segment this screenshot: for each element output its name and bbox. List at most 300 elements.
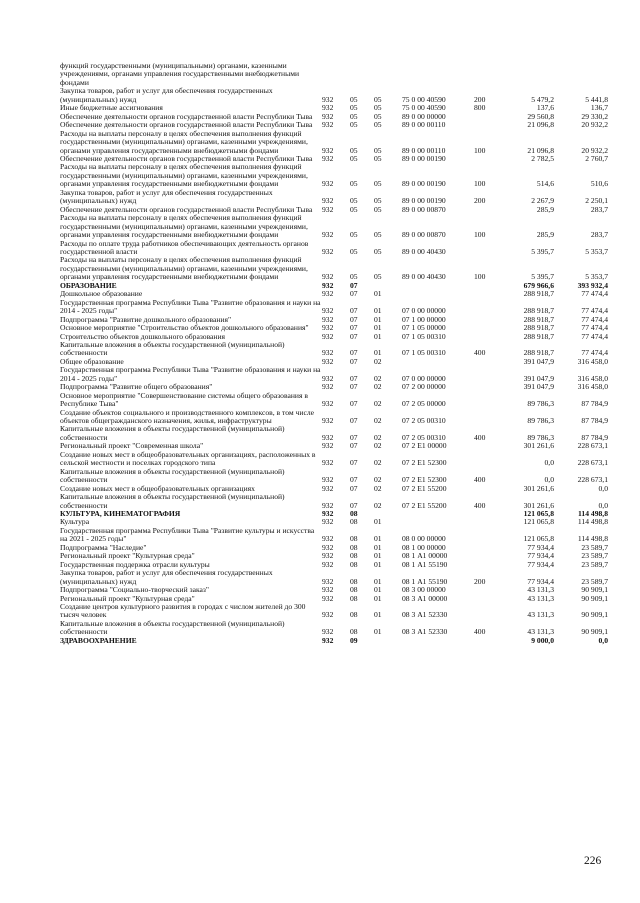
row-name-cell: Расходы по оплате труда работников обеспечивающих деятельность органов государственной власти (60, 238, 309, 256)
row-csr-cell: 07 2 05 00310 (402, 432, 446, 442)
row-sum-1-cell: 288 918,7 (523, 289, 554, 299)
row-podrazdel-cell: 05 (374, 230, 382, 240)
row-glv-cell: 932 (322, 483, 334, 493)
row-podrazdel-cell: 01 (374, 331, 382, 341)
table-row (60, 341, 608, 358)
table-row (60, 366, 608, 383)
row-vr-cell (474, 586, 502, 594)
row-sum-2-cell: 228 673,1 (577, 475, 608, 485)
row-glv-cell: 932 (322, 551, 334, 561)
row-sum-2-cell: 5 441,8 (585, 94, 608, 104)
row-csr-cell: 89 0 00 00190 (402, 196, 446, 206)
row-razdel-cell: 05 (350, 145, 358, 155)
row-name-cell: Капитальные вложения в объекты государственной (муниципальной) собственности (60, 492, 285, 510)
row-csr-cell: 08 3 А1 52330 (402, 610, 448, 620)
row-sum-2-cell: 0,0 (598, 500, 608, 510)
row-razdel-cell: 07 (350, 500, 358, 510)
row-sum-1-cell: 514,6 (536, 179, 554, 189)
row-podrazdel-cell: 01 (374, 542, 382, 552)
row-razdel-cell: 07 (350, 483, 358, 493)
row-csr-cell: 89 0 00 00190 (402, 153, 446, 163)
row-sum-2-cell: 29 330,2 (581, 111, 608, 121)
row-glv-cell: 932 (322, 204, 334, 214)
row-razdel-cell: 07 (350, 289, 358, 299)
row-sum-1-cell: 77 934,4 (527, 576, 554, 586)
row-name-cell: Обеспечение деятельности органов государственной власти Республики Тыва (60, 204, 313, 214)
budget-table (60, 62, 608, 645)
row-podrazdel-cell: 01 (374, 323, 382, 333)
row-podrazdel-cell: 05 (374, 153, 382, 163)
table-row (60, 603, 608, 620)
row-glv-cell: 932 (322, 559, 334, 569)
row-razdel-cell: 08 (350, 627, 358, 637)
row-podrazdel-cell: 02 (374, 441, 382, 451)
row-razdel-cell: 05 (350, 230, 358, 240)
row-podrazdel-cell: 01 (374, 517, 382, 527)
row-sum-2-cell: 0,0 (598, 483, 608, 493)
row-name-cell: Обеспечение деятельности органов государственной власти Республики Тыва (60, 111, 313, 121)
row-podrazdel-cell: 05 (374, 272, 382, 282)
row-glv-cell: 932 (322, 517, 334, 527)
row-sum-1-cell: 77 934,4 (527, 542, 554, 552)
row-podrazdel-cell: 05 (374, 103, 382, 113)
row-sum-2-cell: 87 784,9 (581, 416, 608, 426)
row-razdel-cell: 05 (350, 246, 358, 256)
row-glv-cell: 932 (322, 610, 334, 620)
table-row (60, 240, 608, 257)
row-csr-cell: 07 2 Е1 52300 (402, 475, 447, 485)
row-sum-1-cell: 301 261,6 (523, 441, 554, 451)
row-sum-2-cell: 20 932,2 (581, 120, 608, 130)
row-sum-1-cell: 43 131,3 (527, 627, 554, 637)
row-glv-cell: 932 (322, 441, 334, 451)
table-row (60, 637, 608, 645)
row-csr-cell: 89 0 00 00870 (402, 204, 446, 214)
row-vr-cell: 100 (474, 272, 486, 282)
row-name-cell: Расходы на выплаты персоналу в целях обеспечения выполнения функций государственными (муниципальными) органами, казенными учреждениями, органами управления государственными внебюджетными фондами (60, 128, 308, 155)
row-podrazdel-cell: 05 (374, 111, 382, 121)
row-glv-cell: 932 (322, 542, 334, 552)
row-csr-cell: 08 3 А1 00000 (402, 593, 448, 603)
row-sum-2-cell: 136,7 (590, 103, 608, 113)
row-razdel-cell (350, 62, 374, 87)
row-podrazdel-cell: 05 (374, 204, 382, 214)
row-vr-cell (474, 383, 502, 391)
row-vr-cell (474, 527, 502, 544)
row-sum-1-cell: 285,9 (536, 204, 554, 214)
row-name-cell: Закупка товаров, работ и услуг для обеспечения государственных (муниципальных) нужд (60, 568, 273, 586)
row-csr-cell: 07 1 05 00000 (402, 323, 446, 333)
row-podrazdel-cell: 01 (374, 610, 382, 620)
row-razdel-cell: 08 (350, 576, 358, 586)
row-glv-cell: 932 (322, 356, 334, 366)
row-razdel-cell: 05 (350, 272, 358, 282)
row-name-cell: Государственная программа Республики Тыва "Развитие культуры и искусства на 2021 - 2025 годы" (60, 525, 315, 544)
row-csr-cell (402, 62, 474, 87)
row-vr-cell (474, 62, 502, 87)
row-glv-cell: 932 (322, 111, 334, 121)
row-sum-1-cell: 89 786,3 (527, 432, 554, 442)
row-vr-cell: 200 (474, 196, 486, 206)
row-glv-cell: 932 (322, 306, 334, 316)
row-name-cell: Основное мероприятие "Совершенствование системы общего образования в Республике Тыва" (60, 390, 308, 409)
row-vr-cell: 400 (474, 627, 486, 637)
row-sum-1-cell: 0,0 (544, 458, 554, 468)
row-podrazdel-cell: 02 (374, 399, 382, 409)
row-vr-cell (474, 485, 502, 493)
row-csr-cell: 08 1 00 00000 (402, 542, 446, 552)
row-name-cell: Подпрограмма "Социально-творческий заказ" (60, 585, 209, 595)
row-podrazdel-cell: 01 (374, 551, 382, 561)
row-sum-2-cell: 90 909,1 (581, 610, 608, 620)
row-glv-cell: 932 (322, 179, 334, 189)
row-sum-1-cell: 5 479,2 (531, 94, 554, 104)
row-razdel-cell: 05 (350, 111, 358, 121)
row-razdel-cell: 07 (350, 416, 358, 426)
row-sum-2-cell: 0,0 (598, 635, 608, 645)
table-row (60, 392, 608, 409)
row-glv-cell: 932 (322, 416, 334, 426)
row-glv-cell (322, 62, 350, 87)
row-glv-cell: 932 (322, 627, 334, 637)
table-row (60, 256, 608, 281)
row-vr-cell (474, 324, 502, 332)
table-row (60, 409, 608, 426)
row-podrazdel-cell: 02 (374, 416, 382, 426)
row-sum-1-cell: 0,0 (544, 475, 554, 485)
row-razdel-cell: 07 (350, 373, 358, 383)
table-row (60, 62, 608, 87)
row-podrazdel-cell: 01 (374, 306, 382, 316)
row-sum-1-cell: 679 966,6 (523, 280, 554, 290)
row-sum-2-cell: 23 589,7 (581, 559, 608, 569)
row-csr-cell: 08 3 А1 52330 (402, 627, 448, 637)
row-glv-cell: 932 (322, 153, 334, 163)
row-csr-cell: 07 2 Е1 55200 (402, 500, 447, 510)
row-vr-cell: 100 (474, 179, 486, 189)
row-vr-cell: 400 (474, 500, 486, 510)
row-glv-cell: 932 (322, 432, 334, 442)
row-sum-1-cell: 288 918,7 (523, 323, 554, 333)
row-csr-cell: 89 0 00 00190 (402, 179, 446, 189)
row-glv-cell: 932 (322, 500, 334, 510)
row-name-cell: Культура (60, 517, 90, 527)
row-glv-cell: 932 (322, 585, 334, 595)
row-razdel-cell: 05 (350, 103, 358, 113)
row-name-cell: Государственная программа Республики Тыва "Развитие образования и науки на 2014 - 2025 годы" (60, 365, 321, 383)
row-vr-cell (474, 552, 502, 560)
row-glv-cell: 932 (322, 382, 334, 392)
table-row (60, 189, 608, 206)
row-glv-cell: 932 (322, 196, 334, 206)
row-glv-cell: 932 (322, 280, 334, 290)
row-glv-cell: 932 (322, 272, 334, 282)
row-name-cell: Основное мероприятие "Строительство объектов дошкольного образования" (60, 323, 309, 333)
row-glv-cell: 932 (322, 120, 334, 130)
row-csr-cell: 75 0 00 40590 (402, 94, 446, 104)
row-sum-1-cell: 5 395,7 (531, 272, 554, 282)
row-podrazdel-cell: 02 (374, 475, 382, 485)
row-csr-cell: 07 2 Е1 00000 (402, 441, 447, 451)
row-name-cell: Расходы на выплаты персоналу в целях обеспечения выполнения функций государственными (муниципальными) органами, казенными учреждениями, органами управления государственными внебюджетными фондами (60, 162, 308, 189)
row-name-cell: Общее образование (60, 356, 124, 366)
row-name-cell: Дошкольное образование (60, 289, 143, 299)
row-csr-cell: 08 3 00 00000 (402, 585, 446, 595)
row-csr-cell (402, 637, 474, 645)
row-sum-2-cell: 87 784,9 (581, 399, 608, 409)
row-razdel-cell: 07 (350, 399, 358, 409)
row-vr-cell (474, 392, 502, 409)
row-sum-2-cell: 5 353,7 (585, 246, 608, 256)
row-sum-2-cell: 77 474,4 (581, 348, 608, 358)
row-glv-cell: 932 (322, 94, 334, 104)
row-glv-cell: 932 (322, 246, 334, 256)
row-sum-1-cell: 288 918,7 (523, 331, 554, 341)
row-csr-cell: 08 1 А1 55190 (402, 576, 448, 586)
row-podrazdel-cell: 05 (374, 94, 382, 104)
row-podrazdel-cell: 02 (374, 483, 382, 493)
row-sum-2-cell: 316 458,0 (577, 382, 608, 392)
row-sum-2-cell: 87 784,9 (581, 432, 608, 442)
row-vr-cell (474, 358, 502, 366)
row-razdel-cell: 08 (350, 534, 358, 544)
row-sum-1-cell: 391 047,9 (523, 356, 554, 366)
row-sum-1-cell: 391 047,9 (523, 382, 554, 392)
row-name-cell: Обеспечение деятельности органов государственной власти Республики Тыва (60, 120, 313, 130)
row-razdel-cell: 07 (350, 475, 358, 485)
row-razdel-cell: 08 (350, 551, 358, 561)
row-podrazdel-cell: 02 (374, 382, 382, 392)
row-sum-1-cell: 121 065,8 (523, 509, 554, 519)
row-sum-1-cell: 5 395,7 (531, 246, 554, 256)
row-vr-cell (474, 544, 502, 552)
row-csr-cell: 89 0 00 00870 (402, 230, 446, 240)
row-razdel-cell: 08 (350, 585, 358, 595)
row-glv-cell: 932 (322, 289, 334, 299)
row-sum-2-cell: 90 909,1 (581, 585, 608, 595)
row-sum-1-cell: 288 918,7 (523, 314, 554, 324)
row-vr-cell (474, 561, 502, 569)
row-glv-cell: 932 (322, 509, 334, 519)
row-csr-cell: 08 1 А1 55190 (402, 559, 448, 569)
row-sum-1-cell: 89 786,3 (527, 399, 554, 409)
row-glv-cell: 932 (322, 331, 334, 341)
row-name-cell: Подпрограмма "Наследие" (60, 542, 147, 552)
row-name-cell: Государственная программа Республики Тыва "Развитие образования и науки на 2014 - 2025 годы" (60, 297, 321, 316)
row-name-cell: Региональный проект "Культурная среда" (60, 551, 195, 561)
row-name-cell: Региональный проект "Современная школа" (60, 441, 204, 451)
row-csr-cell: 08 1 А1 00000 (402, 551, 448, 561)
row-name-cell: Региональный проект "Культурная среда" (60, 593, 195, 603)
row-sum-1-cell: 288 918,7 (523, 348, 554, 358)
row-sum-2-cell: 2 760,7 (585, 153, 608, 163)
row-podrazdel-cell: 01 (374, 593, 382, 603)
table-row (60, 87, 608, 104)
row-csr-cell: 07 2 05 00000 (402, 399, 446, 409)
row-name-cell: Строительство объектов дошкольного образования (60, 331, 226, 341)
row-sum-2-cell: 228 673,1 (577, 441, 608, 451)
row-sum-2-cell (554, 62, 608, 87)
row-name-cell: Расходы на выплаты персоналу в целях обеспечения выполнения функций государственными (муниципальными) органами, казенными учреждениями, органами управления государственными внебюджетными фондами (60, 255, 308, 282)
row-vr-cell (474, 206, 502, 214)
row-sum-2-cell: 2 250,1 (585, 196, 608, 206)
row-sum-1-cell: 43 131,3 (527, 585, 554, 595)
row-sum-1-cell: 43 131,3 (527, 593, 554, 603)
row-name-cell: Создание центров культурного развития в городах с числом жителей до 300 тысяч человек (60, 602, 306, 620)
row-name-cell: Создание объектов социального и производственного комплексов, в том числе объектов общегражданского назначения, жилья, инфраструктуры (60, 407, 314, 426)
row-podrazdel-cell: 01 (374, 576, 382, 586)
row-podrazdel-cell (374, 62, 402, 87)
row-name-cell: Закупка товаров, работ и услуг для обеспечения государственных (муниципальных) нужд (60, 187, 273, 206)
table-row (60, 569, 608, 586)
row-glv-cell: 932 (322, 103, 334, 113)
row-glv-cell: 932 (322, 348, 334, 358)
row-podrazdel-cell: 01 (374, 534, 382, 544)
row-name-cell: Государственная поддержка отрасли культуры (60, 559, 210, 569)
row-razdel-cell: 07 (350, 348, 358, 358)
row-razdel-cell: 07 (350, 314, 358, 324)
table-row (60, 163, 608, 188)
row-sum-1-cell: 285,9 (536, 230, 554, 240)
row-podrazdel-cell: 01 (374, 585, 382, 595)
row-sum-1-cell: 2 267,9 (531, 196, 554, 206)
row-sum-1-cell (502, 62, 554, 87)
table-row (60, 214, 608, 239)
row-name-cell: Создание новых мест в общеобразовательных организациях (60, 483, 255, 493)
row-glv-cell: 932 (322, 458, 334, 468)
row-vr-cell: 400 (474, 432, 486, 442)
row-csr-cell: 07 2 05 00310 (402, 416, 446, 426)
row-glv-cell: 932 (322, 373, 334, 383)
row-vr-cell (474, 366, 502, 383)
row-name-cell: Создание новых мест в общеобразовательных организациях, расположенных в сельской местности и поселках городского типа (60, 449, 316, 468)
row-vr-cell: 800 (474, 103, 486, 113)
row-vr-cell: 400 (474, 475, 486, 485)
row-csr-cell (402, 358, 474, 366)
row-name-cell: Капитальные вложения в объекты государственной (муниципальной) собственности (60, 339, 285, 358)
row-razdel-cell: 05 (350, 153, 358, 163)
row-podrazdel-cell: 01 (374, 289, 382, 299)
row-podrazdel-cell: 05 (374, 120, 382, 130)
row-vr-cell (474, 442, 502, 450)
row-razdel-cell: 08 (350, 610, 358, 620)
row-csr-cell: 07 2 00 00000 (402, 382, 446, 392)
row-razdel-cell: 07 (350, 432, 358, 442)
row-razdel-cell: 08 (350, 593, 358, 603)
row-sum-2-cell: 393 932,4 (577, 280, 608, 290)
table-row (60, 493, 608, 510)
row-razdel-cell: 08 (350, 509, 358, 519)
row-sum-1-cell: 121 065,8 (523, 517, 554, 527)
row-podrazdel-cell: 01 (374, 627, 382, 637)
row-csr-cell: 89 0 00 00000 (402, 111, 446, 121)
row-podrazdel-cell: 05 (374, 246, 382, 256)
row-razdel-cell: 09 (350, 635, 358, 645)
row-razdel-cell: 05 (350, 204, 358, 214)
row-sum-1-cell: 77 934,4 (527, 551, 554, 561)
row-podrazdel-cell: 02 (374, 432, 382, 442)
row-name-cell: функций государственными (муниципальными) органами, казенными учреждениями, органами управления государственными внебюджетными фондами (60, 61, 300, 87)
row-csr-cell: 07 1 05 00310 (402, 331, 446, 341)
row-podrazdel-cell: 05 (374, 145, 382, 155)
row-razdel-cell: 07 (350, 280, 358, 290)
row-glv-cell: 932 (322, 475, 334, 485)
row-sum-2-cell: 77 474,4 (581, 289, 608, 299)
row-podrazdel-cell (374, 637, 402, 645)
row-sum-1-cell: 2 782,5 (531, 153, 554, 163)
row-podrazdel-cell: 01 (374, 559, 382, 569)
row-sum-2-cell: 23 589,7 (581, 551, 608, 561)
row-sum-1-cell: 77 934,4 (527, 559, 554, 569)
row-razdel-cell: 08 (350, 517, 358, 527)
row-vr-cell (474, 121, 502, 129)
row-sum-2-cell: 90 909,1 (581, 627, 608, 637)
row-csr-cell: 07 1 05 00310 (402, 348, 446, 358)
row-glv-cell: 932 (322, 593, 334, 603)
row-glv-cell: 932 (322, 314, 334, 324)
row-podrazdel-cell: 01 (374, 348, 382, 358)
table-row (60, 425, 608, 442)
row-razdel-cell: 05 (350, 179, 358, 189)
row-glv-cell: 932 (322, 399, 334, 409)
table-row (60, 527, 608, 544)
row-vr-cell (474, 113, 502, 121)
row-sum-1-cell: 89 786,3 (527, 416, 554, 426)
row-razdel-cell: 05 (350, 120, 358, 130)
row-name-cell: КУЛЬТУРА, КИНЕМАТОГРАФИЯ (60, 509, 181, 519)
row-sum-1-cell: 21 096,8 (527, 145, 554, 155)
table-row (60, 299, 608, 316)
row-sum-2-cell: 283,7 (590, 204, 608, 214)
row-sum-2-cell: 77 474,4 (581, 323, 608, 333)
row-csr-cell: 07 2 Е1 52300 (402, 458, 447, 468)
table-row (60, 130, 608, 155)
row-sum-2-cell: 77 474,4 (581, 331, 608, 341)
row-csr-cell (402, 518, 474, 526)
row-vr-cell: 400 (474, 348, 486, 358)
row-glv-cell: 932 (322, 145, 334, 155)
row-sum-2-cell: 114 498,8 (578, 509, 608, 519)
row-name-cell: Обеспечение деятельности органов государственной власти Республики Тыва (60, 153, 313, 163)
row-sum-1-cell: 21 096,8 (527, 120, 554, 130)
page-number: 226 (584, 855, 602, 867)
row-name-cell: ЗДРАВООХРАНЕНИЕ (60, 635, 137, 645)
row-sum-1-cell: 9 000,0 (531, 635, 554, 645)
row-name-cell: Расходы на выплаты персоналу в целях обеспечения выполнения функций государственными (муниципальными) органами, казенными учреждениями, органами управления государственными внебюджетными фондами (60, 213, 308, 240)
row-razdel-cell: 07 (350, 323, 358, 333)
row-sum-2-cell: 90 909,1 (581, 593, 608, 603)
row-csr-cell (402, 282, 474, 290)
row-vr-cell (474, 603, 502, 620)
row-podrazdel-cell: 05 (374, 179, 382, 189)
row-csr-cell: 07 1 00 00000 (402, 314, 446, 324)
row-csr-cell: 75 0 00 40590 (402, 103, 446, 113)
row-sum-2-cell: 316 458,0 (577, 356, 608, 366)
row-sum-2-cell: 77 474,4 (581, 306, 608, 316)
row-csr-cell: 89 0 00 40430 (402, 272, 446, 282)
row-vr-cell: 100 (474, 230, 486, 240)
row-csr-cell: 08 0 00 00000 (402, 534, 446, 544)
row-sum-2-cell: 23 589,7 (581, 576, 608, 586)
row-name-cell: Иные бюджетные ассигнования (60, 103, 163, 113)
table-row (60, 620, 608, 637)
row-podrazdel-cell: 02 (374, 373, 382, 383)
row-razdel-cell: 07 (350, 458, 358, 468)
row-vr-cell (474, 637, 502, 645)
row-razdel-cell: 07 (350, 331, 358, 341)
row-vr-cell: 200 (474, 94, 486, 104)
table-row (60, 451, 608, 468)
